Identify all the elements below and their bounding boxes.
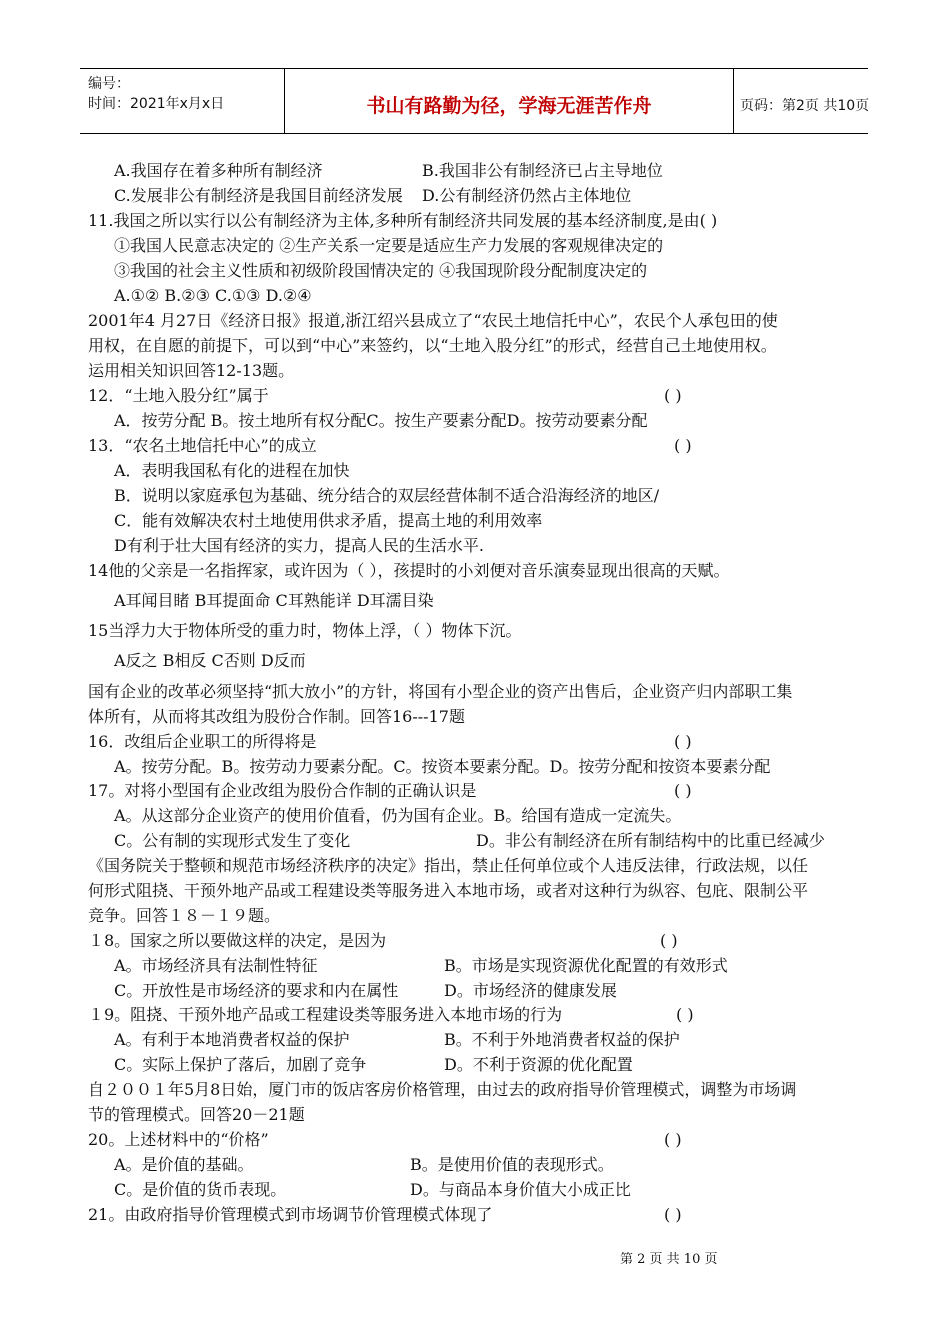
q21-answer-blank: ( ) [664,1205,682,1224]
material-12-line-3: 运用相关知识回答12-13题。 [88,361,295,380]
q13-option-d: D有利于壮大国有经济的实力，提高人民的生活水平. [114,536,484,555]
q11-options: A.①② B.②③ C.①③ D.②④ [114,286,312,305]
material-16-line-2: 体所有，从而将其改组为股份合作制。回答16---17题 [88,707,465,726]
q20-option-b: B。是使用价值的表现形式。 [410,1155,614,1174]
page-footer: 第 2 页 共 10 页 [620,1252,718,1267]
q13-option-a: A．表明我国私有化的进程在加快 [114,461,350,480]
q11-items-1: ①我国人民意志决定的 ②生产关系一定要是适应生产力发展的客观规律决定的 [114,236,664,255]
motto: 书山有路勤为径，学海无涯苦作舟 [366,95,652,117]
q10-option-c: C.发展非公有制经济是我国目前经济发展 [114,186,403,205]
q10-option-a: A.我国存在着多种所有制经济 [114,161,323,180]
material-20-line-1: 自２００１年5月8日始，厦门市的饭店客房价格管理，由过去的政府指导价管理模式，调整为市场调 [88,1080,797,1099]
material-16-line-1: 国有企业的改革必须坚持“抓大放小”的方针，将国有小型企业的资产出售后，企业资产归内部职工集 [88,682,793,701]
q18-option-d: D。市场经济的健康发展 [444,981,617,1000]
q19-option-b: B。不利于外地消费者权益的保护 [444,1030,680,1049]
page-number: 页码：第2页 共10页 [740,98,870,114]
material-12-line-2: 用权，在自愿的前提下，可以到“中心”来签约，以“土地入股分红”的形式，经营自己土地使用权。 [88,336,777,355]
q19-option-d: D。不利于资源的优化配置 [444,1055,633,1074]
q19-option-a: A。有利于本地消费者权益的保护 [114,1030,350,1049]
q19-answer-blank: ( ) [676,1005,694,1024]
question-20: 20。上述材料中的“价格” [88,1130,269,1149]
header-meta [80,69,284,133]
date: 时间：2021年x月x日 [88,96,225,112]
q13-option-b: B．说明以家庭承包为基础、统分结合的双层经营体制不适合沿海经济的地区/ [114,486,660,505]
question-16: 16．改组后企业职工的所得将是 [88,732,317,751]
q10-option-d: D.公有制经济仍然占主体地位 [422,186,632,205]
q12-options: A．按劳分配 B。按土地所有权分配C。按生产要素分配D。按劳动要素分配 [114,411,648,430]
q13-option-c: C．能有效解决农村土地使用供求矛盾，提高土地的利用效率 [114,511,543,530]
q18-option-c: C。开放性是市场经济的要求和内在属性 [114,981,399,1000]
question-19: １9。阻挠、干预外地产品或工程建设类等服务进入本地市场的行为 [88,1005,563,1024]
question-21: 21。由政府指导价管理模式到市场调节价管理模式体现了 [88,1205,493,1224]
q17-option-c: C。公有制的实现形式发生了变化 [114,831,351,850]
q12-answer-blank: ( ) [664,386,682,405]
q18-answer-blank: ( ) [660,931,678,950]
header-motto-cell [284,69,734,133]
q20-option-c: C。是价值的货币表现。 [114,1180,287,1199]
question-17: 17。对将小型国有企业改组为股份合作制的正确认识是 [88,781,477,800]
q18-option-b: B。市场是实现资源优化配置的有效形式 [444,956,728,975]
serial-number: 编号： [88,76,130,92]
material-18-line-1: 《国务院关于整顿和规范市场经济秩序的决定》指出，禁止任何单位或个人违反法律，行政法规，以任 [88,856,809,875]
q20-option-d: D。与商品本身价值大小成正比 [410,1180,631,1199]
q17-options-ab: A。从这部分企业资产的使用价值看，仍为国有企业。B。给国有造成一定流失。 [114,806,682,825]
question-14: 14他的父亲是一名指挥家，或许因为（ ），孩提时的小刘便对音乐演奏显现出很高的天赋。 [88,561,730,580]
question-12: 12．“土地入股分红”属于 [88,386,269,405]
material-12-line-1: 2001年4 月27日《经济日报》报道,浙江绍兴县成立了“农民土地信托中心”，农民个人承包田的使 [88,311,778,330]
q20-option-a: A。是价值的基础。 [114,1155,254,1174]
q15-options: A反之 B相反 C否则 D反而 [114,651,306,670]
q20-answer-blank: ( ) [664,1130,682,1149]
question-13: 13．“农名土地信托中心”的成立 [88,436,317,455]
q10-option-b: B.我国非公有制经济已占主导地位 [422,161,663,180]
q17-option-d: D。非公有制经济在所有制结构中的比重已经减少 [476,831,825,850]
q18-option-a: A。市场经济具有法制性特征 [114,956,318,975]
q13-answer-blank: ( ) [674,436,692,455]
header-page-cell [732,69,868,133]
q11-items-2: ③我国的社会主义性质和初级阶段国情决定的 ④我国现阶段分配制度决定的 [114,261,648,280]
material-18-line-2: 何形式阻挠、干预外地产品或工程建设类等服务进入本地市场，或者对这种行为纵容、包庇、限制公平 [88,881,809,900]
question-15: 15当浮力大于物体所受的重力时，物体上浮，（ ）物体下沉。 [88,621,522,640]
q17-answer-blank: ( ) [674,781,692,800]
question-11: 11.我国之所以实行以公有制经济为主体,多种所有制经济共同发展的基本经济制度,是由( ) [88,211,718,230]
q19-option-c: C。实际上保护了落后，加剧了竞争 [114,1055,367,1074]
q14-options: A耳闻目睹 B耳提面命 C耳熟能详 D耳濡目染 [114,591,434,610]
question-18: １8。国家之所以要做这样的决定，是因为 [88,931,387,950]
q16-answer-blank: ( ) [674,732,692,751]
material-20-line-2: 节的管理模式。回答20－21题 [88,1105,305,1124]
material-18-line-3: 竞争。回答１８－１９题。 [88,906,281,925]
q16-options: A。按劳分配。B。按劳动力要素分配。C。按资本要素分配。D。按劳分配和按资本要素分配 [114,757,771,776]
page-header [80,68,868,134]
